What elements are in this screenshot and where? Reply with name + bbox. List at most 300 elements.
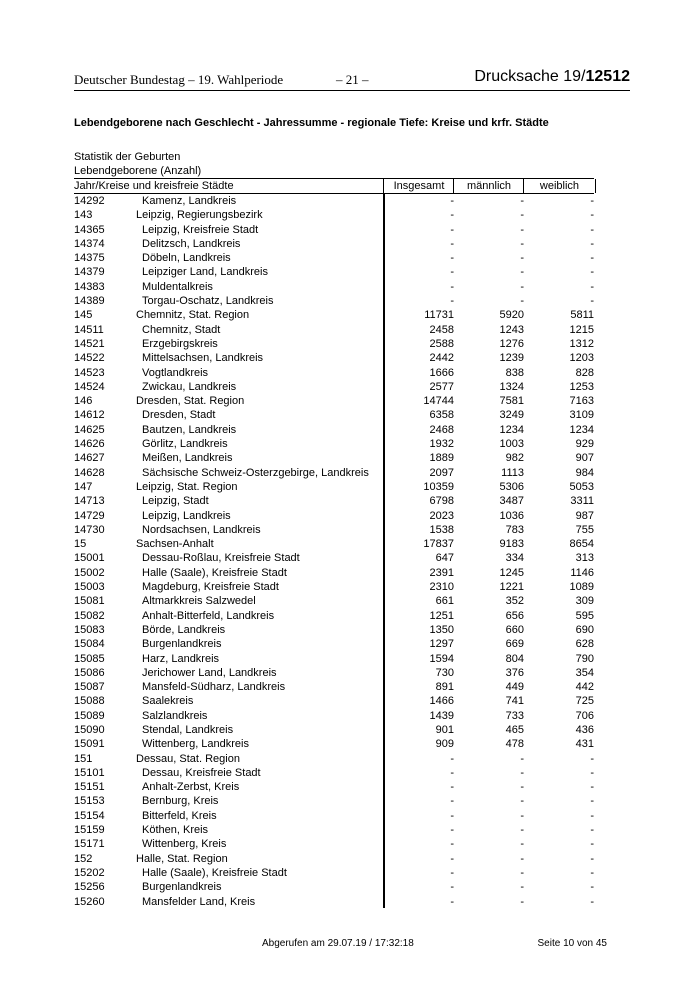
cell-code: 145 — [74, 309, 93, 322]
cell-code: 15090 — [74, 723, 105, 736]
cell-code: 14626 — [74, 438, 105, 451]
cell-region-name: Halle (Saale), Kreisfreie Stadt — [142, 566, 287, 579]
cell-maennlich: 982 — [505, 452, 524, 465]
cell-maennlich: - — [520, 223, 524, 236]
cell-weiblich: - — [590, 795, 594, 808]
cell-maennlich: - — [520, 895, 524, 908]
cell-region-name: Halle, Stat. Region — [136, 852, 228, 865]
cell-region-name: Sachsen-Anhalt — [136, 538, 214, 551]
cell-weiblich: 354 — [575, 666, 594, 679]
cell-maennlich: 1324 — [499, 380, 524, 393]
cell-insgesamt: 891 — [435, 681, 454, 694]
cell-maennlich: - — [520, 838, 524, 851]
cell-code: 15256 — [74, 881, 105, 894]
cell-region-name: Görlitz, Landkreis — [142, 438, 228, 451]
table-row — [74, 737, 594, 751]
cell-code: 14365 — [74, 223, 105, 236]
cell-code: 14375 — [74, 252, 105, 265]
cell-weiblich: - — [590, 838, 594, 851]
cell-maennlich: 741 — [505, 695, 524, 708]
table-row — [74, 694, 594, 708]
table-row — [74, 823, 594, 837]
cell-code: 15260 — [74, 895, 105, 908]
cell-maennlich: - — [520, 881, 524, 894]
cell-region-name: Leipzig, Stat. Region — [136, 480, 238, 493]
cell-code: 14292 — [74, 195, 105, 207]
cell-region-name: Halle (Saale), Kreisfreie Stadt — [142, 866, 287, 879]
cell-code: 15085 — [74, 652, 105, 665]
cell-region-name: Leipzig, Kreisfreie Stadt — [142, 223, 259, 236]
cell-weiblich: 3311 — [570, 495, 594, 508]
cell-insgesamt: 2023 — [429, 509, 454, 522]
table-row — [74, 523, 594, 537]
cell-weiblich: 595 — [575, 609, 594, 622]
table-row — [74, 351, 594, 365]
table-row — [74, 609, 594, 623]
cell-region-name: Salzlandkreis — [142, 709, 208, 722]
cell-weiblich: 1089 — [569, 581, 594, 594]
cell-code: 143 — [74, 209, 93, 222]
table-body — [74, 194, 594, 909]
cell-code: 14523 — [74, 366, 105, 379]
cell-insgesamt: 647 — [435, 552, 454, 565]
cell-code: 15003 — [74, 581, 105, 594]
cell-insgesamt: 661 — [435, 595, 454, 608]
cell-insgesamt: 1932 — [429, 438, 454, 451]
cell-insgesamt: 2391 — [429, 566, 454, 579]
cell-maennlich: 352 — [505, 595, 524, 608]
cell-region-name: Anhalt-Bitterfeld, Landkreis — [142, 609, 275, 622]
cell-weiblich: - — [590, 852, 594, 865]
table-row — [74, 480, 594, 494]
table-row — [74, 666, 594, 680]
cell-code: 15082 — [74, 609, 105, 622]
cell-maennlich: 3249 — [499, 409, 524, 422]
table-row — [74, 208, 594, 222]
cell-region-name: Leipzig, Regierungsbezirk — [136, 209, 263, 222]
cell-weiblich: 436 — [575, 723, 594, 736]
cell-weiblich: 828 — [575, 366, 594, 379]
table-row — [74, 551, 594, 565]
cell-region-name: Dresden, Stat. Region — [136, 395, 245, 408]
cell-region-name: Leipziger Land, Landkreis — [142, 266, 268, 279]
cell-region-name: Burgenlandkreis — [142, 638, 222, 651]
cell-region-name: Börde, Landkreis — [142, 623, 226, 636]
table-row — [74, 537, 594, 551]
cell-code: 15087 — [74, 681, 105, 694]
cell-code: 15 — [74, 538, 87, 551]
cell-weiblich: - — [590, 766, 594, 779]
table-row — [74, 466, 594, 480]
table-row — [74, 637, 594, 651]
cell-insgesamt: - — [450, 223, 454, 236]
cell-code: 14729 — [74, 509, 105, 522]
cell-insgesamt: - — [450, 781, 454, 794]
cell-code: 14628 — [74, 466, 105, 479]
cell-code: 15002 — [74, 566, 105, 579]
cell-weiblich: 1215 — [569, 323, 594, 336]
cell-insgesamt: - — [450, 295, 454, 308]
cell-maennlich: 1113 — [501, 466, 524, 479]
table-row — [74, 594, 594, 608]
cell-weiblich: - — [590, 866, 594, 879]
cell-region-name: Mansfelder Land, Kreis — [142, 895, 256, 908]
cell-maennlich: 9183 — [499, 538, 524, 551]
table-header — [74, 178, 594, 194]
cell-weiblich: 706 — [575, 709, 594, 722]
cell-weiblich: 725 — [575, 695, 594, 708]
table-row — [74, 895, 594, 909]
cell-code: 14389 — [74, 295, 105, 308]
cell-insgesamt: 11731 — [424, 309, 454, 322]
cell-weiblich: 907 — [575, 452, 594, 465]
cell-maennlich: - — [520, 280, 524, 293]
table-row — [74, 237, 594, 251]
cell-maennlich: 7581 — [499, 395, 524, 408]
cell-code: 14625 — [74, 423, 105, 436]
cell-insgesamt: - — [450, 795, 454, 808]
cell-region-name: Sächsische Schweiz-Osterzgebirge, Landkreis — [142, 466, 369, 479]
cell-insgesamt: 909 — [435, 738, 454, 751]
cell-maennlich: 1036 — [499, 509, 524, 522]
cell-code: 15171 — [74, 838, 105, 851]
cell-region-name: Zwickau, Landkreis — [142, 380, 237, 393]
cell-region-name: Erzgebirgskreis — [142, 337, 218, 350]
cell-region-name: Meißen, Landkreis — [142, 452, 233, 465]
cell-maennlich: 3487 — [499, 495, 524, 508]
cell-maennlich: - — [520, 852, 524, 865]
cell-code: 146 — [74, 395, 93, 408]
cell-maennlich: 656 — [505, 609, 524, 622]
table-row — [74, 566, 594, 580]
cell-weiblich: - — [590, 252, 594, 265]
cell-maennlich: - — [520, 781, 524, 794]
table-row — [74, 437, 594, 451]
table-title: Lebendgeborene nach Geschlecht - Jahressumme - regionale Tiefe: Kreise und krfr. Städte — [74, 117, 549, 129]
cell-insgesamt: 2442 — [429, 352, 454, 365]
statistic-unit: Lebendgeborene (Anzahl) — [74, 165, 202, 177]
cell-region-name: Wittenberg, Kreis — [142, 838, 227, 851]
cell-region-name: Bautzen, Landkreis — [142, 423, 237, 436]
cell-code: 15151 — [74, 781, 105, 794]
cell-code: 15084 — [74, 638, 105, 651]
cell-region-name: Wittenberg, Landkreis — [142, 738, 249, 751]
cell-insgesamt: 1439 — [429, 709, 454, 722]
cell-code: 15083 — [74, 623, 105, 636]
table-row — [74, 194, 594, 208]
cell-maennlich: 1243 — [499, 323, 524, 336]
column-header-insgesamt: Insgesamt — [383, 179, 454, 193]
cell-region-name: Harz, Landkreis — [142, 652, 220, 665]
cell-code: 14713 — [74, 495, 105, 508]
statistic-name: Statistik der Geburten — [74, 151, 181, 163]
table-row — [74, 852, 594, 866]
cell-maennlich: - — [520, 795, 524, 808]
column-header-maennlich: männlich — [453, 179, 524, 193]
cell-insgesamt: 2577 — [429, 380, 454, 393]
table-row — [74, 337, 594, 351]
cell-insgesamt: - — [450, 852, 454, 865]
cell-code: 15154 — [74, 809, 105, 822]
cell-region-name: Bitterfeld, Kreis — [142, 809, 217, 822]
cell-weiblich: - — [590, 223, 594, 236]
cell-maennlich: - — [520, 866, 524, 879]
cell-maennlich: - — [520, 237, 524, 250]
cell-region-name: Saalekreis — [142, 695, 194, 708]
cell-weiblich: - — [590, 266, 594, 279]
cell-code: 14730 — [74, 523, 105, 536]
cell-code: 14521 — [74, 337, 105, 350]
cell-region-name: Chemnitz, Stadt — [142, 323, 221, 336]
cell-weiblich: 1253 — [569, 380, 594, 393]
cell-maennlich: 478 — [505, 738, 524, 751]
table-row — [74, 323, 594, 337]
cell-insgesamt: 2588 — [429, 337, 454, 350]
cell-code: 15001 — [74, 552, 105, 565]
cell-maennlich: 1221 — [499, 581, 524, 594]
cell-insgesamt: 901 — [435, 723, 454, 736]
table-row — [74, 423, 594, 437]
cell-region-name: Kamenz, Landkreis — [142, 195, 237, 207]
cell-code: 15202 — [74, 866, 105, 879]
cell-insgesamt: 2310 — [429, 581, 454, 594]
cell-code: 15159 — [74, 824, 105, 837]
table-row — [74, 509, 594, 523]
cell-region-name: Dessau, Kreisfreie Stadt — [142, 766, 261, 779]
cell-insgesamt: 6798 — [429, 495, 454, 508]
cell-insgesamt: 1466 — [429, 695, 454, 708]
cell-weiblich: - — [590, 781, 594, 794]
cell-insgesamt: 10359 — [423, 480, 454, 493]
table-row — [74, 494, 594, 508]
table-row — [74, 780, 594, 794]
footer-page: Seite 10 von 45 — [537, 938, 607, 949]
cell-code: 14374 — [74, 237, 105, 250]
cell-code: 14627 — [74, 452, 105, 465]
cell-weiblich: 431 — [575, 738, 594, 751]
cell-weiblich: 309 — [575, 595, 594, 608]
cell-code: 15089 — [74, 709, 105, 722]
cell-weiblich: - — [590, 209, 594, 222]
cell-maennlich: - — [520, 766, 524, 779]
cell-code: 14522 — [74, 352, 105, 365]
cell-insgesamt: - — [450, 838, 454, 851]
cell-weiblich: 1203 — [569, 352, 594, 365]
cell-weiblich: - — [590, 280, 594, 293]
cell-weiblich: - — [590, 295, 594, 308]
cell-insgesamt: - — [450, 195, 454, 207]
cell-maennlich: 334 — [505, 552, 524, 565]
cell-maennlich: 1245 — [499, 566, 524, 579]
cell-insgesamt: 2097 — [429, 466, 454, 479]
cell-maennlich: 838 — [505, 366, 524, 379]
cell-maennlich: - — [520, 252, 524, 265]
cell-insgesamt: 1538 — [429, 523, 454, 536]
table-row — [74, 251, 594, 265]
cell-weiblich: 5053 — [569, 480, 594, 493]
cell-maennlich: 804 — [505, 652, 524, 665]
table-row — [74, 280, 594, 294]
cell-insgesamt: 1297 — [429, 638, 454, 651]
footer-retrieved: Abgerufen am 29.07.19 / 17:32:18 — [262, 938, 414, 949]
cell-region-name: Bernburg, Kreis — [142, 795, 219, 808]
cell-insgesamt: 1889 — [429, 452, 454, 465]
table-row — [74, 766, 594, 780]
cell-weiblich: 442 — [575, 681, 594, 694]
cell-region-name: Dessau, Stat. Region — [136, 752, 240, 765]
table-row — [74, 794, 594, 808]
cell-maennlich: 1234 — [499, 423, 524, 436]
table-row — [74, 880, 594, 894]
cell-weiblich: 8654 — [569, 538, 594, 551]
cell-weiblich: - — [590, 237, 594, 250]
cell-region-name: Torgau-Oschatz, Landkreis — [142, 295, 274, 308]
table-row — [74, 294, 594, 308]
cell-maennlich: - — [520, 809, 524, 822]
table-row — [74, 408, 594, 422]
cell-insgesamt: 1666 — [429, 366, 454, 379]
cell-insgesamt: - — [450, 866, 454, 879]
cell-region-name: Dresden, Stadt — [142, 409, 216, 422]
cell-maennlich: - — [520, 195, 524, 207]
cell-code: 14379 — [74, 266, 105, 279]
cell-insgesamt: 1350 — [429, 623, 454, 636]
cell-weiblich: 755 — [575, 523, 594, 536]
cell-insgesamt: - — [450, 209, 454, 222]
cell-insgesamt: - — [450, 809, 454, 822]
cell-region-name: Mansfeld-Südharz, Landkreis — [142, 681, 286, 694]
table-row — [74, 752, 594, 766]
column-header-region: Jahr/Kreise und kreisfreie Städte — [74, 180, 234, 192]
cell-weiblich: - — [590, 824, 594, 837]
cell-region-name: Chemnitz, Stat. Region — [136, 309, 250, 322]
cell-code: 152 — [74, 852, 93, 865]
table-row — [74, 580, 594, 594]
cell-maennlich: 1276 — [499, 337, 524, 350]
table-row — [74, 394, 594, 408]
header-doc-label: Drucksache 19/ — [474, 68, 586, 85]
cell-weiblich: - — [590, 881, 594, 894]
cell-insgesamt: - — [450, 824, 454, 837]
cell-code: 15101 — [74, 766, 105, 779]
table-row — [74, 308, 594, 322]
cell-insgesamt: 1594 — [429, 652, 454, 665]
cell-weiblich: 628 — [575, 638, 594, 651]
cell-weiblich: 7163 — [569, 395, 594, 408]
table-row — [74, 451, 594, 465]
cell-weiblich: 790 — [575, 652, 594, 665]
cell-region-name: Stendal, Landkreis — [142, 723, 234, 736]
cell-maennlich: 669 — [505, 638, 524, 651]
cell-region-name: Mittelsachsen, Landkreis — [142, 352, 264, 365]
cell-weiblich: 3109 — [569, 409, 594, 422]
cell-weiblich: 987 — [575, 509, 594, 522]
cell-insgesamt: 2468 — [429, 423, 454, 436]
cell-code: 15088 — [74, 695, 105, 708]
cell-region-name: Magdeburg, Kreisfreie Stadt — [142, 581, 279, 594]
cell-insgesamt: - — [450, 280, 454, 293]
cell-region-name: Nordsachsen, Landkreis — [142, 523, 261, 536]
column-header-weiblich: weiblich — [523, 179, 596, 193]
cell-code: 15091 — [74, 738, 105, 751]
cell-code: 14511 — [74, 323, 104, 336]
header-doc-number: 12512 — [585, 68, 630, 85]
cell-weiblich: 929 — [575, 438, 594, 451]
cell-insgesamt: 2458 — [429, 323, 454, 336]
cell-insgesamt: 14744 — [423, 395, 454, 408]
table-row — [74, 809, 594, 823]
cell-maennlich: - — [520, 295, 524, 308]
cell-insgesamt: 730 — [435, 666, 454, 679]
cell-maennlich: 1239 — [499, 352, 524, 365]
cell-region-name: Vogtlandkreis — [142, 366, 209, 379]
table-row — [74, 680, 594, 694]
header-page-number: – 21 – — [336, 72, 369, 87]
cell-weiblich: 984 — [575, 466, 594, 479]
cell-region-name: Leipzig, Landkreis — [142, 509, 231, 522]
cell-maennlich: 5306 — [499, 480, 524, 493]
cell-weiblich: - — [590, 809, 594, 822]
cell-insgesamt: - — [450, 895, 454, 908]
cell-insgesamt: - — [450, 237, 454, 250]
cell-weiblich: 1234 — [569, 423, 594, 436]
cell-insgesamt: - — [450, 752, 454, 765]
header-publication: Deutscher Bundestag – 19. Wahlperiode — [74, 72, 284, 87]
page-header — [74, 68, 630, 91]
cell-code: 15081 — [74, 595, 105, 608]
cell-weiblich: - — [590, 895, 594, 908]
cell-weiblich: 313 — [575, 552, 594, 565]
cell-region-name: Burgenlandkreis — [142, 881, 222, 894]
table-row — [74, 652, 594, 666]
table-row — [74, 265, 594, 279]
cell-region-name: Altmarkkreis Salzwedel — [142, 595, 256, 608]
cell-region-name: Delitzsch, Landkreis — [142, 237, 241, 250]
table-row — [74, 366, 594, 380]
cell-code: 14383 — [74, 280, 105, 293]
cell-region-name: Dessau-Roßlau, Kreisfreie Stadt — [142, 552, 300, 565]
cell-weiblich: - — [590, 752, 594, 765]
cell-maennlich: 660 — [505, 623, 524, 636]
cell-maennlich: 465 — [505, 723, 524, 736]
cell-maennlich: 733 — [505, 709, 524, 722]
cell-maennlich: 783 — [505, 523, 524, 536]
cell-code: 15086 — [74, 666, 105, 679]
cell-code: 14524 — [74, 380, 105, 393]
cell-code: 15153 — [74, 795, 105, 808]
cell-maennlich: - — [520, 752, 524, 765]
cell-region-name: Döbeln, Landkreis — [142, 252, 231, 265]
table-row — [74, 380, 594, 394]
table-row — [74, 709, 594, 723]
cell-insgesamt: - — [450, 766, 454, 779]
cell-maennlich: - — [520, 209, 524, 222]
cell-weiblich: - — [590, 195, 594, 207]
cell-weiblich: 1146 — [570, 566, 594, 579]
cell-code: 151 — [74, 752, 93, 765]
cell-insgesamt: - — [450, 881, 454, 894]
table-row — [74, 866, 594, 880]
cell-weiblich: 690 — [575, 623, 594, 636]
cell-code: 14612 — [74, 409, 105, 422]
cell-maennlich: 376 — [505, 666, 524, 679]
cell-maennlich: 1003 — [499, 438, 524, 451]
cell-maennlich: 5920 — [499, 309, 524, 322]
cell-region-name: Leipzig, Stadt — [142, 495, 209, 508]
cell-code: 147 — [74, 480, 93, 493]
cell-maennlich: - — [520, 824, 524, 837]
cell-insgesamt: 6358 — [429, 409, 454, 422]
